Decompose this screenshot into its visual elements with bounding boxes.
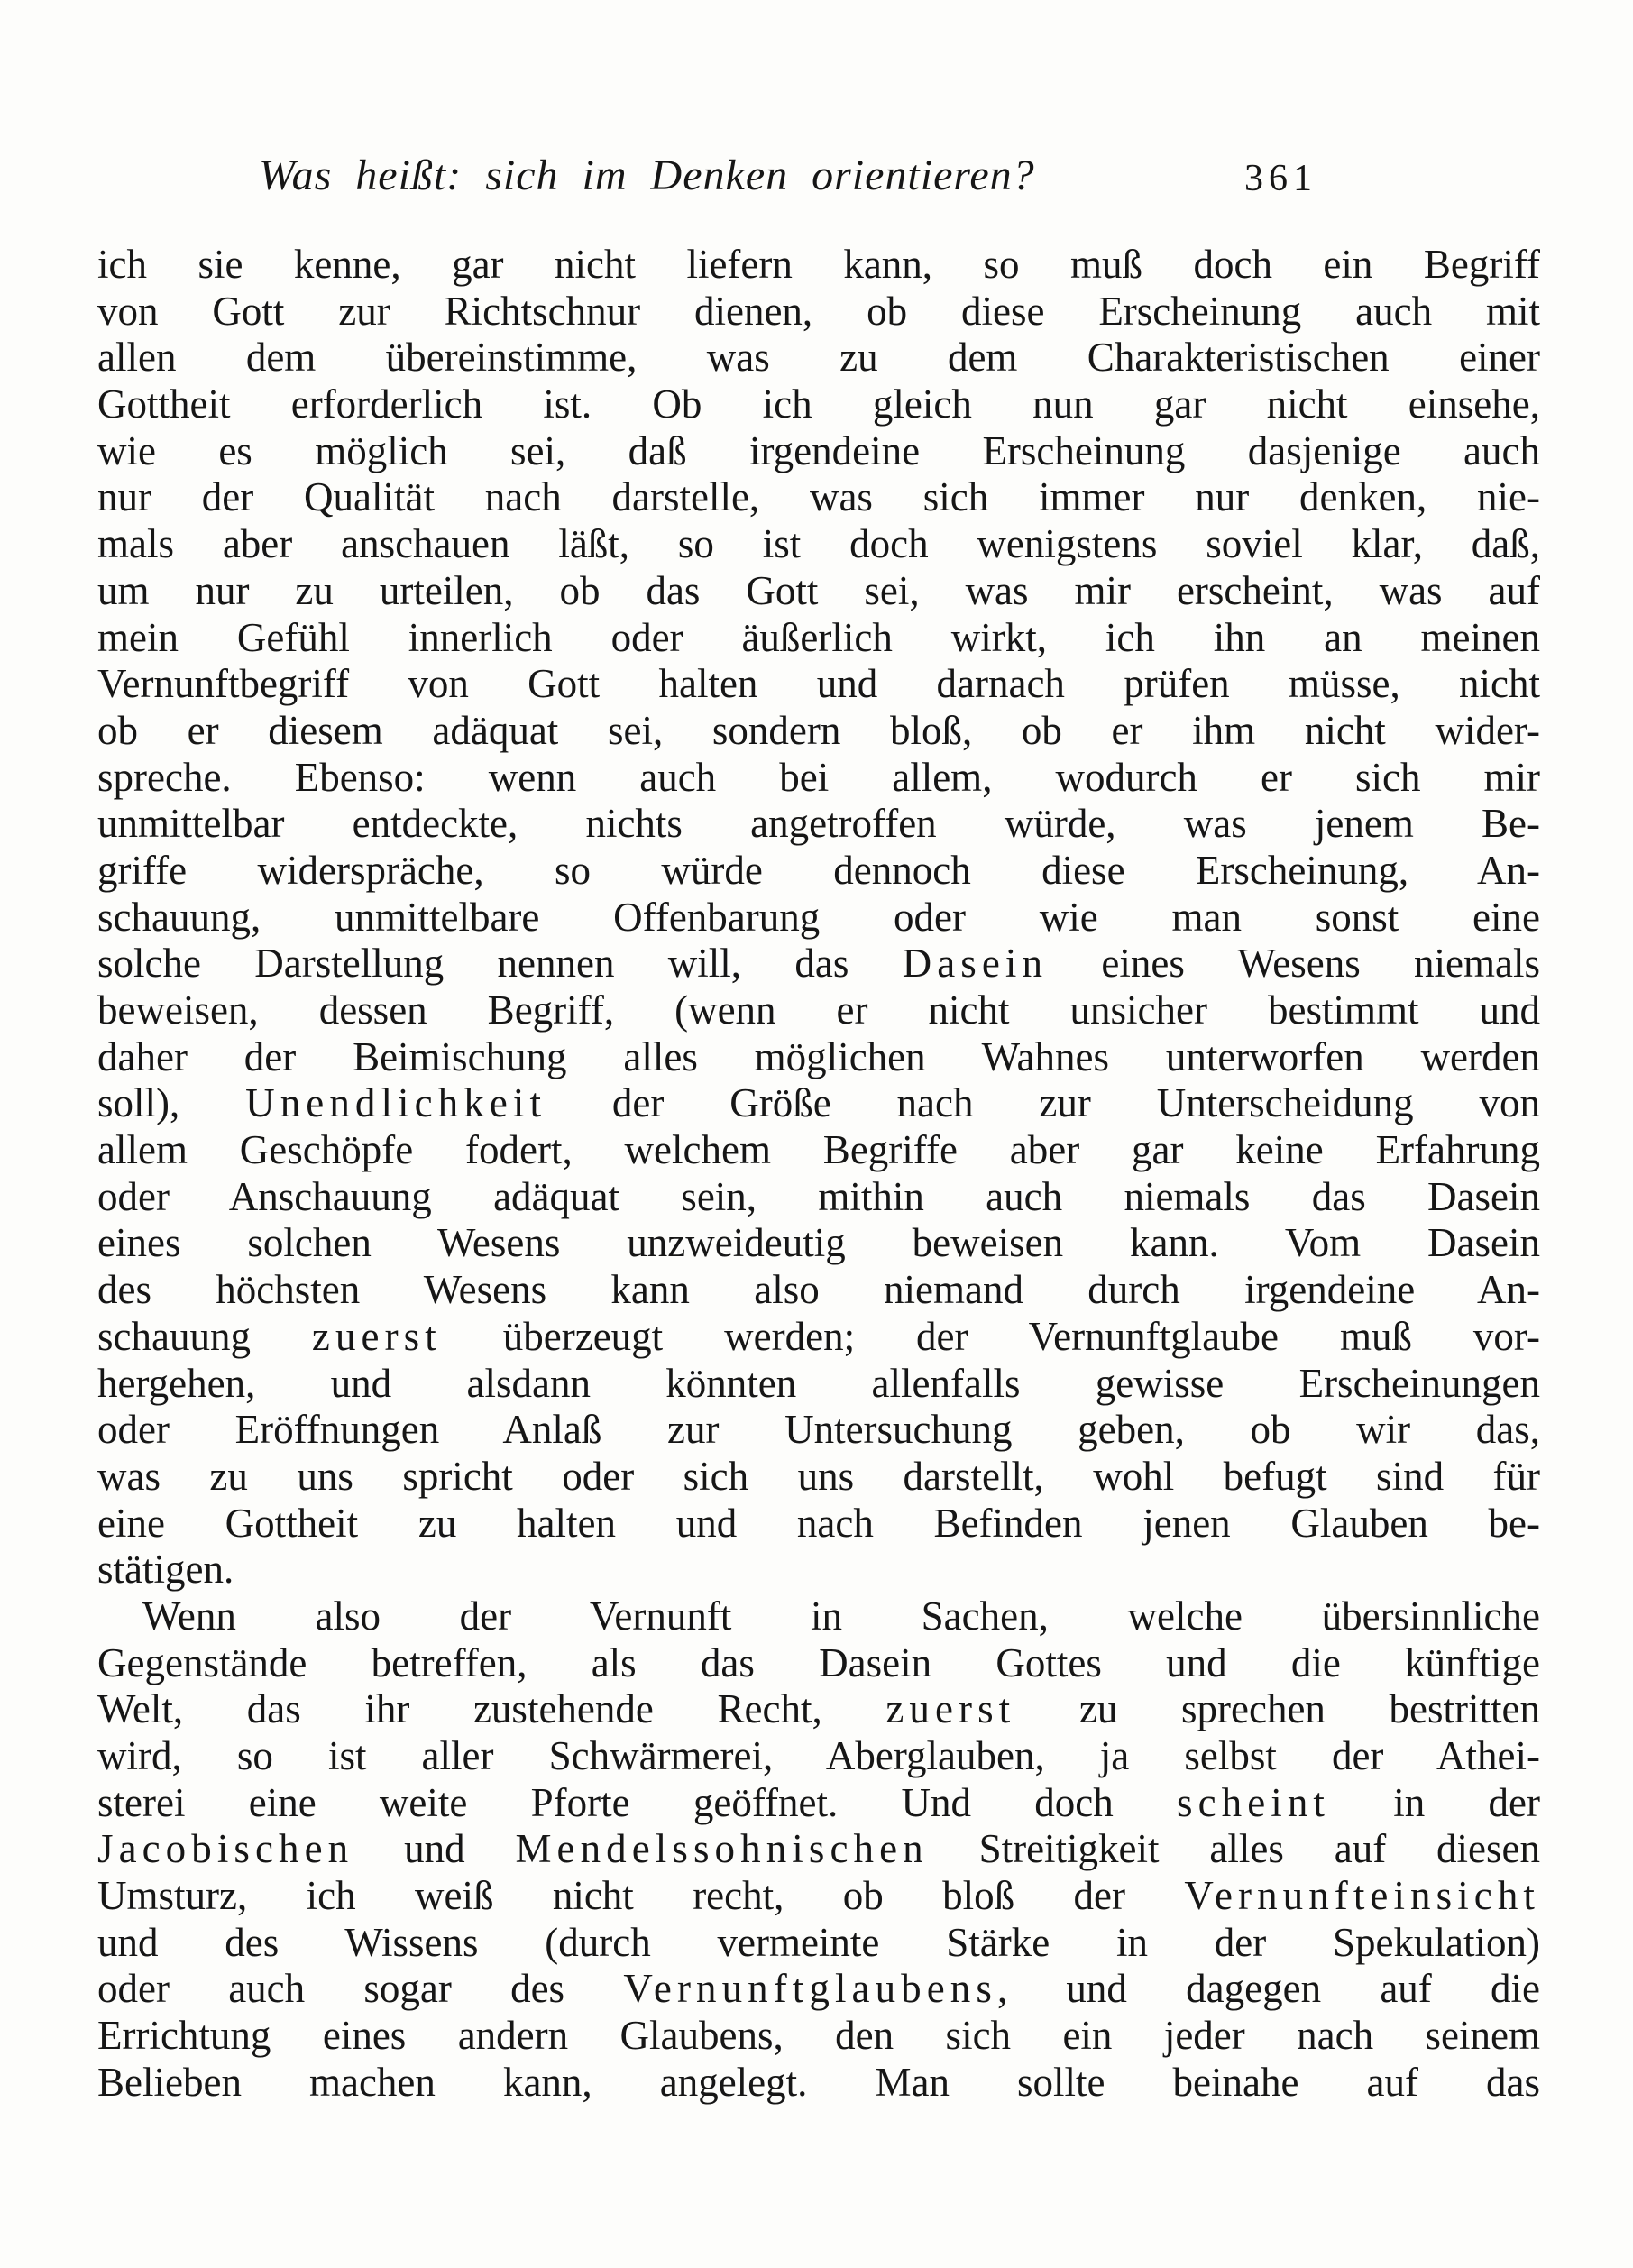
- text-segment: überzeugt werden; der Vernunftglaube muß vor-: [441, 1313, 1540, 1359]
- text-line: [97, 1361, 1540, 1408]
- text-segment: daher der Beimischung alles möglichen Wahnes unterworfen werden: [97, 1033, 1540, 1079]
- text-segment: wird, so ist aller Schwärmerei, Aberglauben, ja selbst der Athei-: [97, 1733, 1540, 1778]
- text-segment: Belieben machen kann, angelegt. Man sollte beinahe auf das: [97, 2059, 1540, 2105]
- emphasized-word: Dasein: [902, 941, 1049, 987]
- text-line: [97, 428, 1540, 475]
- text-segment: Streitigkeit alles auf diesen: [928, 1826, 1540, 1872]
- text-line: [97, 1034, 1540, 1081]
- text-segment: ich sie kenne, gar nicht liefern kann, so muß doch ein Begriff: [97, 242, 1540, 287]
- text-line: [97, 1501, 1540, 1547]
- emphasized-word: scheint: [1177, 1779, 1330, 1825]
- text-segment: Welt, das ihr zustehende Recht,: [97, 1686, 886, 1732]
- text-line: [97, 1080, 1540, 1127]
- text-block: [97, 242, 1540, 2107]
- text-segment: beweisen, dessen Begriff, (wenn er nicht unsicher bestimmt und: [97, 987, 1540, 1033]
- text-segment: eines solchen Wesens unzweideutig beweisen kann. Vom Dasein: [97, 1220, 1540, 1266]
- text-line: [97, 1314, 1540, 1361]
- text-segment: um nur zu urteilen, ob das Gott sei, was mir erscheint, was auf: [97, 567, 1540, 613]
- text-line: [97, 1454, 1540, 1501]
- text-line: [97, 521, 1540, 568]
- text-line: [97, 289, 1540, 335]
- text-segment: zu sprechen bestritten: [1015, 1686, 1540, 1732]
- text-line: [97, 1547, 1540, 1593]
- text-segment: in der: [1330, 1779, 1540, 1825]
- text-segment: nur der Qualität nach darstelle, was sich immer nur denken, nie-: [97, 474, 1540, 520]
- text-line: [97, 661, 1540, 708]
- emphasized-word: Mendelssohnischen: [515, 1826, 929, 1872]
- text-segment: stätigen.: [97, 1547, 234, 1593]
- text-line: [97, 1127, 1540, 1174]
- text-segment: von Gott zur Richtschnur dienen, ob diese Erscheinung auch mit: [97, 288, 1540, 334]
- text-segment: Vernunftbegriff von Gott halten und darnach prüfen müsse, nicht: [97, 661, 1540, 707]
- text-segment: solche Darstellung nennen will, das: [97, 941, 903, 987]
- text-segment: eine Gottheit zu halten und nach Befinden jenen Glauben be-: [97, 1500, 1540, 1546]
- text-segment: Wenn also der Vernunft in Sachen, welche übersinnliche: [142, 1593, 1540, 1639]
- text-segment: schauung: [97, 1313, 312, 1359]
- text-segment: mals aber anschauen läßt, so ist doch wenigstens soviel klar, daß,: [97, 521, 1540, 567]
- text-segment: Gottheit erforderlich ist. Ob ich gleich nun gar nicht einsehe,: [97, 381, 1540, 427]
- page-number: 361: [1244, 158, 1317, 199]
- text-line: [97, 1920, 1540, 1967]
- text-segment: oder Eröffnungen Anlaß zur Untersuchung geben, ob wir das,: [97, 1407, 1540, 1453]
- text-line: [97, 568, 1540, 615]
- text-segment: eines Wesens niemals: [1048, 941, 1540, 987]
- text-segment: schauung, unmittelbare Offenbarung oder wie man sonst eine: [97, 894, 1540, 940]
- emphasized-word: zuerst: [311, 1313, 442, 1359]
- text-line: [97, 615, 1540, 662]
- text-segment: Errichtung eines andern Glaubens, den sich ein jeder nach seinem: [97, 2013, 1540, 2059]
- text-segment: Gegenstände betreffen, als das Dasein Gottes und die künftige: [97, 1639, 1540, 1685]
- text-line: [97, 1220, 1540, 1267]
- text-segment: wie es möglich sei, daß irgendeine Erscheinung dasjenige auch: [97, 427, 1540, 473]
- text-line: [97, 1780, 1540, 1827]
- text-line: [97, 1826, 1540, 1873]
- text-line: [97, 2060, 1540, 2107]
- text-segment: allem Geschöpfe fodert, welchem Begriffe aber gar keine Erfahrung: [97, 1127, 1540, 1173]
- text-segment: griffe widerspräche, so würde dennoch diese Erscheinung, An-: [97, 847, 1540, 893]
- running-head-title: Was heißt: sich im Denken orientieren?: [259, 152, 1035, 199]
- text-segment: mein Gefühl innerlich oder äußerlich wirkt, ich ihn an meinen: [97, 614, 1540, 660]
- text-line: [97, 941, 1540, 987]
- text-segment: , und dagegen auf die: [996, 1966, 1540, 2012]
- text-line: [97, 474, 1540, 521]
- text-line: [97, 801, 1540, 848]
- emphasized-word: Unendlichkeit: [245, 1080, 547, 1126]
- text-line: [97, 381, 1540, 428]
- text-line: [97, 708, 1540, 755]
- text-segment: was zu uns spricht oder sich uns darstellt, wohl befugt sind für: [97, 1453, 1540, 1499]
- text-segment: unmittelbar entdeckte, nichts angetroffen würde, was jenem Be-: [97, 801, 1540, 847]
- emphasized-word: Jacobischen: [97, 1826, 354, 1872]
- text-segment: ob er diesem adäquat sei, sondern bloß, ob er ihm nicht wider-: [97, 707, 1540, 753]
- text-segment: oder Anschauung adäquat sein, mithin auch niemals das Dasein: [97, 1173, 1540, 1219]
- text-line: [97, 1267, 1540, 1314]
- text-line: [97, 895, 1540, 941]
- text-line: [97, 1174, 1540, 1221]
- text-line: [97, 755, 1540, 802]
- text-line: [97, 1966, 1540, 2013]
- text-segment: und: [353, 1826, 516, 1872]
- text-segment: Umsturz, ich weiß nicht recht, ob bloß der: [97, 1873, 1185, 1919]
- text-segment: hergehen, und alsdann könnten allenfalls gewisse Erscheinungen: [97, 1360, 1540, 1406]
- text-line: [97, 1873, 1540, 1920]
- text-segment: allen dem übereinstimme, was zu dem Charakteristischen einer: [97, 335, 1540, 381]
- text-line: [97, 335, 1540, 381]
- text-line: [97, 1686, 1540, 1733]
- text-segment: oder auch sogar des: [97, 1966, 624, 2012]
- text-line: [97, 1593, 1540, 1640]
- text-line: [97, 987, 1540, 1034]
- text-line: [97, 1407, 1540, 1454]
- text-segment: sterei eine weite Pforte geöffnet. Und doch: [97, 1779, 1177, 1825]
- text-line: [97, 242, 1540, 289]
- emphasized-word: Vernunfteinsicht: [1184, 1873, 1540, 1919]
- emphasized-word: Vernunftglaubens: [623, 1966, 997, 2012]
- emphasized-word: zuerst: [885, 1686, 1016, 1732]
- text-line: [97, 2013, 1540, 2060]
- text-segment: soll),: [97, 1080, 246, 1126]
- text-segment: des höchsten Wesens kann also niemand durch irgendeine An-: [97, 1267, 1540, 1313]
- text-segment: der Größe nach zur Unterscheidung von: [546, 1080, 1540, 1126]
- text-line: [97, 1640, 1540, 1687]
- text-segment: spreche. Ebenso: wenn auch bei allem, wodurch er sich mir: [97, 754, 1540, 800]
- text-segment: und des Wissens (durch vermeinte Stärke in der Spekulation): [97, 1919, 1540, 1965]
- text-line: [97, 848, 1540, 895]
- text-line: [97, 1733, 1540, 1780]
